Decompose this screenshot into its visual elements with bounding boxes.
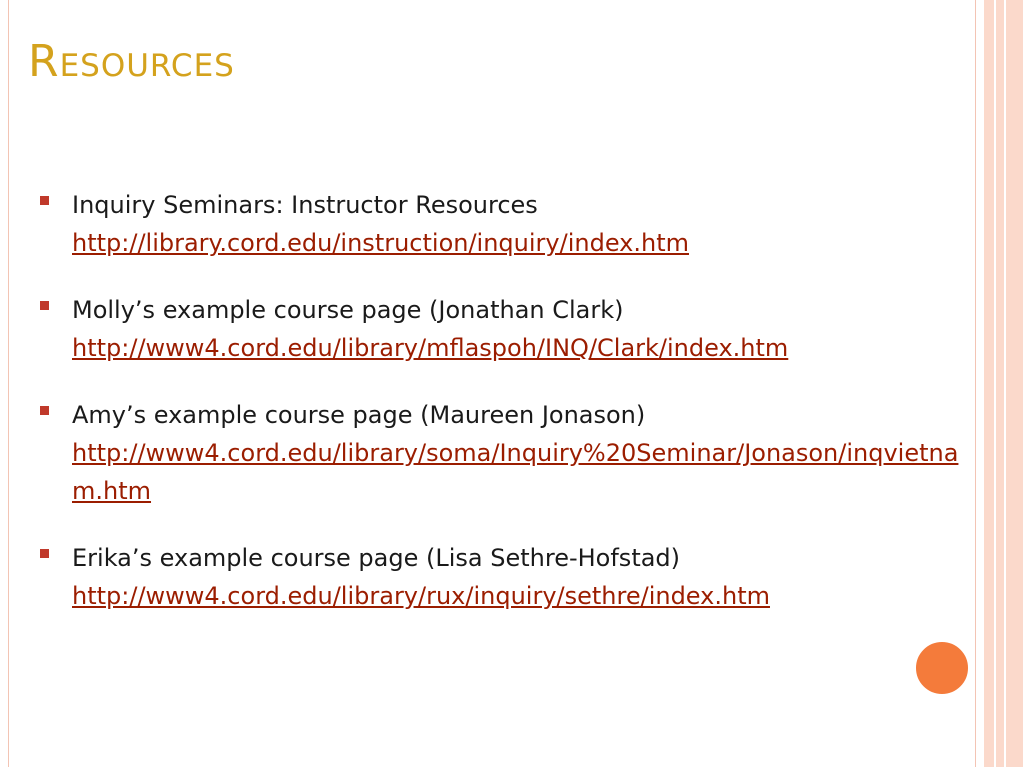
stripe [984,0,994,767]
right-decorative-stripes [975,0,1023,767]
resource-link[interactable]: http://library.cord.edu/instruction/inquiry/index.htm [72,229,689,257]
resource-label: Erika’s example course page (Lisa Sethre-Hofstad) [72,544,681,572]
list-item [40,186,960,262]
decorative-circle [913,639,971,697]
square-bullet-icon [40,196,49,205]
stripe [975,0,976,767]
stripe [996,0,1004,767]
resource-link[interactable]: http://www4.cord.edu/library/soma/Inquiry%20Seminar/Jonason/inqvietnam.htm [72,439,959,505]
slide-title: Resources [28,36,235,87]
resource-link[interactable]: http://www4.cord.edu/library/rux/inquiry/sethre/index.htm [72,582,770,610]
stripe [1006,0,1023,767]
list-item [40,396,960,510]
list-item [40,291,960,367]
resource-list [40,186,960,644]
left-border-line [8,0,9,767]
resource-link[interactable]: http://www4.cord.edu/library/mflaspoh/INQ/Clark/index.htm [72,334,789,362]
resource-label: Inquiry Seminars: Instructor Resources [72,191,538,219]
square-bullet-icon [40,406,49,415]
list-item [40,539,960,615]
square-bullet-icon [40,301,49,310]
square-bullet-icon [40,549,49,558]
resource-label: Molly’s example course page (Jonathan Clark) [72,296,624,324]
resource-label: Amy’s example course page (Maureen Jonason) [72,401,646,429]
